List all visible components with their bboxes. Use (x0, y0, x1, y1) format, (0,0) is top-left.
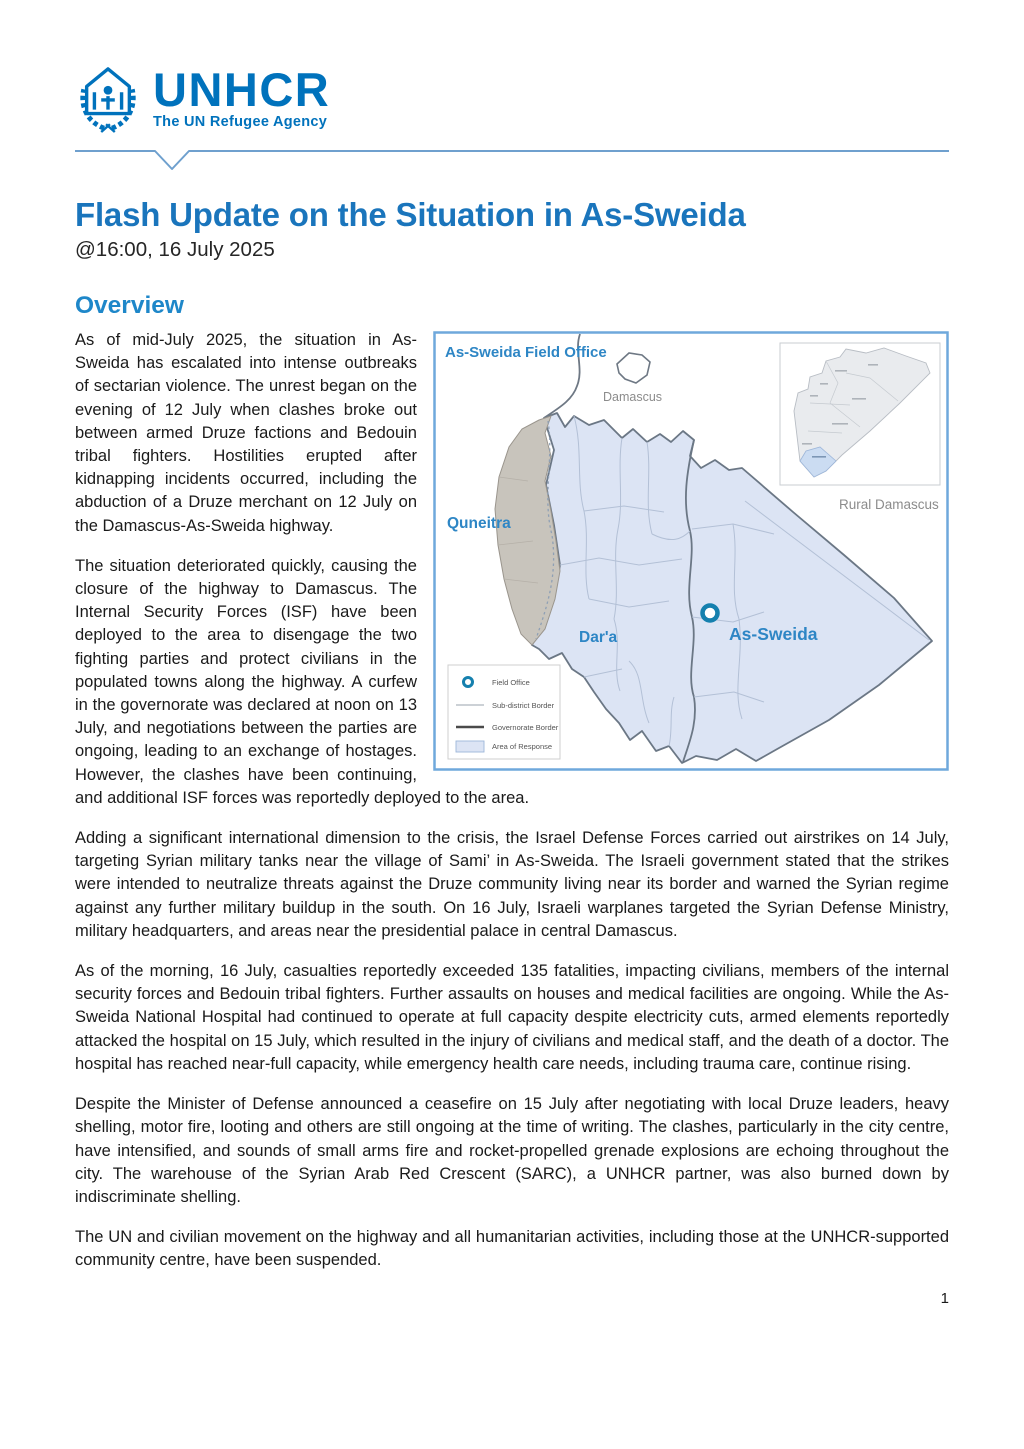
legend-field-office-label: Field Office (492, 678, 530, 687)
page-number: 1 (940, 1289, 949, 1307)
overview-paragraph-5: Despite the Minister of Defense announced a ceasefire on 15 July after negotiating with local Druze leaders, heavy shelling, motor fire, looting and others are still ongoing at the time of writing. The clashes, particularly in the city centre, have intensified, and sounds of small arms fire and rocket-propelled grenade explosions are echoing throughout the city. The warehouse of the Syrian Arab Red Crescent (SARC), a UNHCR partner, was also burned down by indiscriminate shelling. (75, 1095, 949, 1206)
label-damascus: Damascus (603, 390, 663, 404)
field-office-marker-icon (703, 606, 718, 621)
map-legend (448, 665, 560, 759)
unhcr-logo (75, 58, 949, 140)
as-sweida-field-office-map (433, 331, 949, 771)
legend-area-label: Area of Response (492, 742, 553, 751)
legend-subdistrict-label: Sub-district Border (492, 701, 555, 710)
logo-tagline: The UN Refugee Agency (153, 114, 328, 131)
overview-paragraph-2: The situation deteriorated quickly, causing the closure of the highway to Damascus. The Internal Security Forces (ISF) have been deployed to the area to disengage the two fighting parties and protect civilians in the populated towns along the highway. A curfew in the governorate was declared at noon on 13 July, and negotiations between the parties are ongoing, leading to an exchange of hostages. However, the clashes have been continuing, and additional ISF forces was reportedly deployed to the area. (75, 556, 530, 807)
legend-field-office-icon (464, 678, 473, 687)
overview-paragraph-3: Adding a significant international dimension to the crisis, the Israel Defense Forces carried out airstrikes on 14 July, targeting Syrian military tanks near the village of Sami’ in As-Sweida. The Israeli government stated that the strikes were intended to neutralize threats against the Druze community living near its border and warned the Syrian regime against any further military buildup in the south. On 16 July, Israeli warplanes targeted the Syrian Defense Ministry, military headquarters, and areas near the presidential palace in central Damascus. (75, 829, 949, 940)
report-timestamp: @16:00, 16 July 2025 (75, 238, 275, 261)
overview-paragraph-1: As of mid-July 2025, the situation in As-Sweida has escalated into intense outbreaks of sectarian violence. The unrest began on the evening of 12 July when clashes broke out between armed Druze factions and Bedouin tribal fighters. Hostilities erupted after kidnapping incidents occurred, including the abduction of a Druze merchant on 12 July on the Damascus-As-Sweida highway. (75, 331, 417, 535)
syria-inset-map (780, 343, 940, 485)
legend-governorate-label: Governorate Border (492, 723, 559, 732)
page-title: Flash Update on the Situation in As-Sweida (75, 196, 746, 233)
label-quneitra: Quneitra (447, 515, 511, 532)
label-rural-damascus: Rural Damascus (839, 497, 939, 512)
overview-heading: Overview (75, 292, 184, 319)
header-divider (75, 148, 949, 174)
legend-area-icon (456, 741, 484, 752)
label-dara: Dar'a (579, 629, 618, 646)
label-assweida: As-Sweida (729, 624, 818, 644)
logo-wordmark: UNHCR (153, 62, 331, 116)
logo-text (153, 62, 331, 131)
overview-paragraph-4: As of the morning, 16 July, casualties reportedly exceeded 135 fatalities, impacting civilians, members of the internal security forces and Bedouin tribal fighters. Further assaults on houses and medical facilities are ongoing. While the As-Sweida National Hospital had continued to operate at full capacity despite electricity cuts, armed elements reportedly attacked the hospital on 15 July, which resulted in the injury of civilians and medical staff, and the death of a doctor. The hospital has reached near-full capacity, while emergency health care needs, including trauma care, continue rising. (75, 962, 949, 1073)
unhcr-emblem-icon (75, 63, 141, 135)
map-title: As-Sweida Field Office (445, 344, 607, 361)
overview-paragraph-6: The UN and civilian movement on the highway and all humanitarian activities, including those at the UNHCR-supported community centre, have been suspended. (75, 1228, 949, 1270)
